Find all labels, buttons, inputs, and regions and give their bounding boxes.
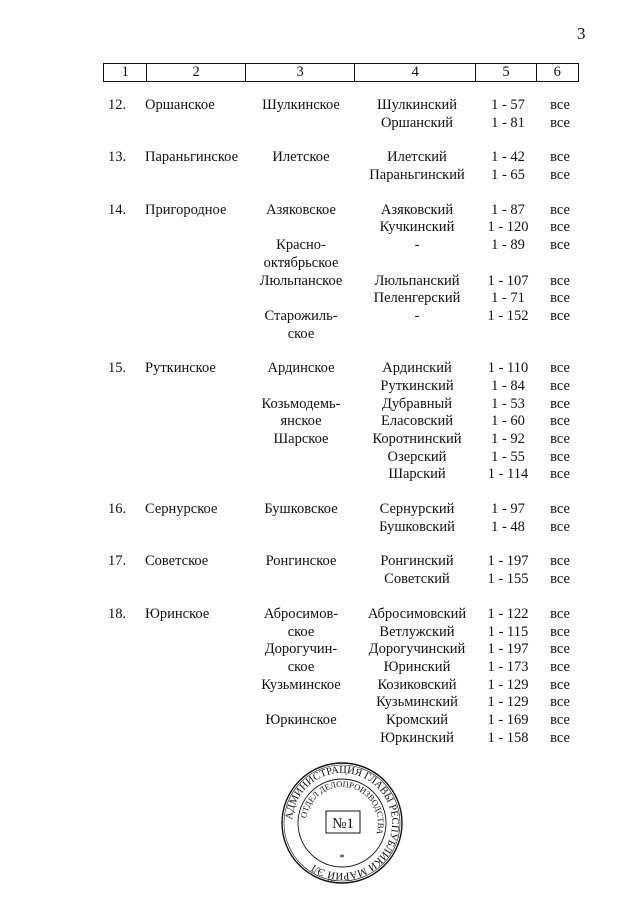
table-row <box>0 273 640 291</box>
electoral-area-name-cell: Еласовский <box>381 413 453 430</box>
building-range-cell: 1 - 169 <box>487 711 529 728</box>
table-row <box>0 571 640 589</box>
table-row <box>0 694 640 712</box>
electoral-area-name-cell: Илетский <box>387 149 447 166</box>
building-range-cell: 1 - 107 <box>487 272 529 289</box>
scope-cell: все <box>550 658 570 675</box>
electoral-area-name-cell: - <box>414 237 420 254</box>
header-col-3: 3 <box>245 64 354 82</box>
building-range-cell: 1 - 173 <box>487 658 529 675</box>
building-range-cell: 1 - 114 <box>487 466 529 483</box>
settlement-name-cell: Козьмодемь- <box>261 395 341 412</box>
table-row <box>0 308 640 326</box>
settlement-name-cell: Старожиль- <box>264 307 338 324</box>
table-row <box>0 97 640 115</box>
table-row <box>0 219 640 237</box>
row-number-cell: 15. <box>108 360 127 377</box>
table-row <box>0 553 640 571</box>
scope-cell: все <box>550 395 570 412</box>
district-name-cell: Оршанское <box>145 97 215 113</box>
settlement-name-cell: Люльпанское <box>259 272 343 289</box>
district-name-cell: Сернурское <box>145 501 218 518</box>
table-row <box>0 659 640 677</box>
scope-cell: все <box>550 201 570 218</box>
electoral-area-name-cell: Юринский <box>383 658 451 675</box>
header-col-1: 1 <box>104 64 147 82</box>
electoral-area-name-cell: Советский <box>384 571 450 588</box>
electoral-area-name-cell: Бушковский <box>379 518 455 535</box>
building-range-cell: 1 - 152 <box>487 307 529 324</box>
scope-cell: все <box>550 97 570 113</box>
table-row <box>0 624 640 642</box>
scope-cell: все <box>550 571 570 588</box>
electoral-area-name-cell: Кузьминский <box>376 694 458 711</box>
district-group <box>0 149 640 184</box>
stamp-center-number: №1 <box>332 816 354 832</box>
scope-cell: все <box>550 466 570 483</box>
table-row <box>0 466 640 484</box>
scope-cell: все <box>550 307 570 324</box>
settlement-name-cell: Красно- <box>276 237 326 254</box>
scope-cell: все <box>550 553 570 570</box>
electoral-area-name-cell: Ронгинский <box>380 553 454 570</box>
column-number-header <box>103 63 579 82</box>
row-number-cell: 13. <box>108 149 127 166</box>
scope-cell: все <box>550 605 570 622</box>
electoral-area-name-cell: Кучкинский <box>379 219 455 236</box>
settlement-name-cell: Ардинское <box>267 360 335 377</box>
electoral-area-name-cell: Параньгинский <box>369 167 465 184</box>
building-range-cell: 1 - 65 <box>491 167 525 184</box>
building-range-cell: 1 - 92 <box>491 431 525 447</box>
building-range-cell: 1 - 115 <box>487 623 529 640</box>
building-range-cell: 1 - 53 <box>491 395 525 412</box>
district-group <box>0 501 640 536</box>
building-range-cell: 1 - 55 <box>491 448 525 465</box>
electoral-area-name-cell: Пеленгерский <box>373 290 461 307</box>
table-row <box>0 290 640 308</box>
row-number-cell: 12. <box>108 97 127 113</box>
building-range-cell: 1 - 197 <box>487 553 529 570</box>
electoral-area-name-cell: Козиковский <box>377 676 457 693</box>
settlement-name-cell: Азяковское <box>266 201 336 218</box>
district-name-cell: Юринское <box>145 605 210 622</box>
table-row <box>0 606 640 624</box>
scope-cell: все <box>550 167 570 184</box>
table-row <box>0 237 640 255</box>
district-group <box>0 360 640 484</box>
scope-cell: все <box>550 641 570 658</box>
table-row <box>0 360 640 378</box>
table-row <box>0 677 640 695</box>
settlement-name-cell: октябрьское <box>263 254 339 271</box>
building-range-cell: 1 - 155 <box>487 571 529 588</box>
building-range-cell: 1 - 129 <box>487 676 529 693</box>
electoral-area-name-cell: Шарский <box>388 466 446 483</box>
scope-cell: все <box>550 501 570 518</box>
electoral-area-name-cell: Озерский <box>387 448 447 465</box>
building-range-cell: 1 - 158 <box>487 729 529 746</box>
district-name-cell: Руткинское <box>145 360 216 377</box>
district-group <box>0 97 640 132</box>
stamp-star: * <box>339 852 345 864</box>
settlement-name-cell: Илетское <box>272 149 330 166</box>
building-range-cell: 1 - 84 <box>491 377 525 394</box>
settlement-name-cell: ское <box>287 325 315 342</box>
header-col-4: 4 <box>355 64 476 82</box>
district-name-cell: Советское <box>145 553 209 570</box>
scope-cell: все <box>550 237 570 254</box>
table-row <box>0 149 640 167</box>
header-row <box>104 64 579 82</box>
building-range-cell: 1 - 110 <box>487 360 529 377</box>
page-number: 3 <box>577 24 586 43</box>
official-stamp <box>280 761 404 885</box>
building-range-cell: 1 - 57 <box>491 97 525 113</box>
settlement-name-cell: янское <box>280 413 322 430</box>
table-row <box>0 115 640 133</box>
building-range-cell: 1 - 197 <box>487 641 529 658</box>
building-range-cell: 1 - 71 <box>491 290 525 307</box>
district-group <box>0 553 640 588</box>
building-range-cell: 1 - 97 <box>491 501 525 518</box>
table-row <box>0 712 640 730</box>
electoral-area-name-cell: Ветлужский <box>379 623 455 640</box>
table-row <box>0 326 640 344</box>
building-range-cell: 1 - 48 <box>491 518 525 535</box>
scope-cell: все <box>550 413 570 430</box>
row-number-cell: 14. <box>108 201 127 218</box>
electoral-area-name-cell: - <box>414 307 420 324</box>
table-row <box>0 255 640 273</box>
electoral-area-name-cell: Дорогучинский <box>368 641 466 658</box>
settlement-name-cell: Дорогучин- <box>264 641 338 658</box>
settlement-name-cell: ское <box>287 658 315 675</box>
table-row <box>0 431 640 449</box>
electoral-area-name-cell: Кромский <box>385 711 449 728</box>
table-row <box>0 413 640 431</box>
table-row <box>0 396 640 414</box>
scope-cell: все <box>550 114 570 131</box>
electoral-area-name-cell: Оршанский <box>380 114 454 131</box>
electoral-area-name-cell: Абросимовский <box>367 605 467 622</box>
table-row <box>0 501 640 519</box>
table-row <box>0 519 640 537</box>
electoral-area-name-cell: Ардинский <box>382 360 452 377</box>
scope-cell: все <box>550 290 570 307</box>
scope-cell: все <box>550 676 570 693</box>
electoral-area-name-cell: Руткинский <box>380 377 454 394</box>
building-range-cell: 1 - 120 <box>487 219 529 236</box>
building-range-cell: 1 - 89 <box>491 237 525 254</box>
scope-cell: все <box>550 518 570 535</box>
row-number-cell: 17. <box>108 553 127 570</box>
scope-cell: все <box>550 272 570 289</box>
scope-cell: все <box>550 219 570 236</box>
district-name-cell: Параньгинское <box>145 149 239 166</box>
header-col-5: 5 <box>476 64 536 82</box>
settlement-name-cell: Ронгинское <box>265 553 337 570</box>
table-row <box>0 641 640 659</box>
scope-cell: все <box>550 711 570 728</box>
scope-cell: все <box>550 360 570 377</box>
header-col-2: 2 <box>147 64 246 82</box>
settlement-name-cell: Шулкинское <box>262 97 340 113</box>
electoral-area-name-cell: Сернурский <box>379 501 455 518</box>
district-group <box>0 606 640 748</box>
table-row <box>0 378 640 396</box>
electoral-area-name-cell: Коротнинский <box>372 431 462 447</box>
electoral-area-name-cell: Юркинский <box>380 729 454 746</box>
scope-cell: все <box>550 431 570 447</box>
building-range-cell: 1 - 42 <box>491 149 525 166</box>
table-row <box>0 449 640 467</box>
row-number-cell: 16. <box>108 501 127 518</box>
scope-cell: все <box>550 377 570 394</box>
scope-cell: все <box>550 729 570 746</box>
table-row <box>0 167 640 185</box>
settlement-name-cell: Юркинское <box>265 711 337 728</box>
table-row <box>0 730 640 748</box>
stamp-ring-text: АДМИНИСТРАЦИЯ ГЛАВЫ РЕСПУБЛИКИ МАРИЙ ЭЛ <box>284 764 401 882</box>
settlement-name-cell: Шарское <box>273 431 329 447</box>
building-range-cell: 1 - 81 <box>491 114 525 131</box>
district-group <box>0 202 640 344</box>
electoral-area-name-cell: Азяковский <box>380 201 454 218</box>
settlement-name-cell: ское <box>287 623 315 640</box>
row-number-cell: 18. <box>108 605 127 622</box>
settlement-name-cell: Абросимов- <box>263 605 339 622</box>
header-col-6: 6 <box>536 64 578 82</box>
electoral-area-name-cell: Дубравный <box>381 395 453 412</box>
building-range-cell: 1 - 129 <box>487 694 529 711</box>
building-range-cell: 1 - 122 <box>487 605 529 622</box>
district-name-cell: Пригородное <box>145 201 227 218</box>
building-range-cell: 1 - 87 <box>491 201 525 218</box>
scope-cell: все <box>550 623 570 640</box>
table-row <box>0 202 640 220</box>
stamp-inner-text: ОТДЕЛ ДЕЛОПРОИЗВОДСТВА <box>298 778 387 836</box>
scope-cell: все <box>550 694 570 711</box>
building-range-cell: 1 - 60 <box>491 413 525 430</box>
district-table-body <box>0 97 640 764</box>
settlement-name-cell: Бушковское <box>264 501 338 518</box>
electoral-area-name-cell: Шулкинский <box>376 97 458 113</box>
scope-cell: все <box>550 149 570 166</box>
electoral-area-name-cell: Люльпанский <box>374 272 460 289</box>
settlement-name-cell: Кузьминское <box>261 676 341 693</box>
scope-cell: все <box>550 448 570 465</box>
